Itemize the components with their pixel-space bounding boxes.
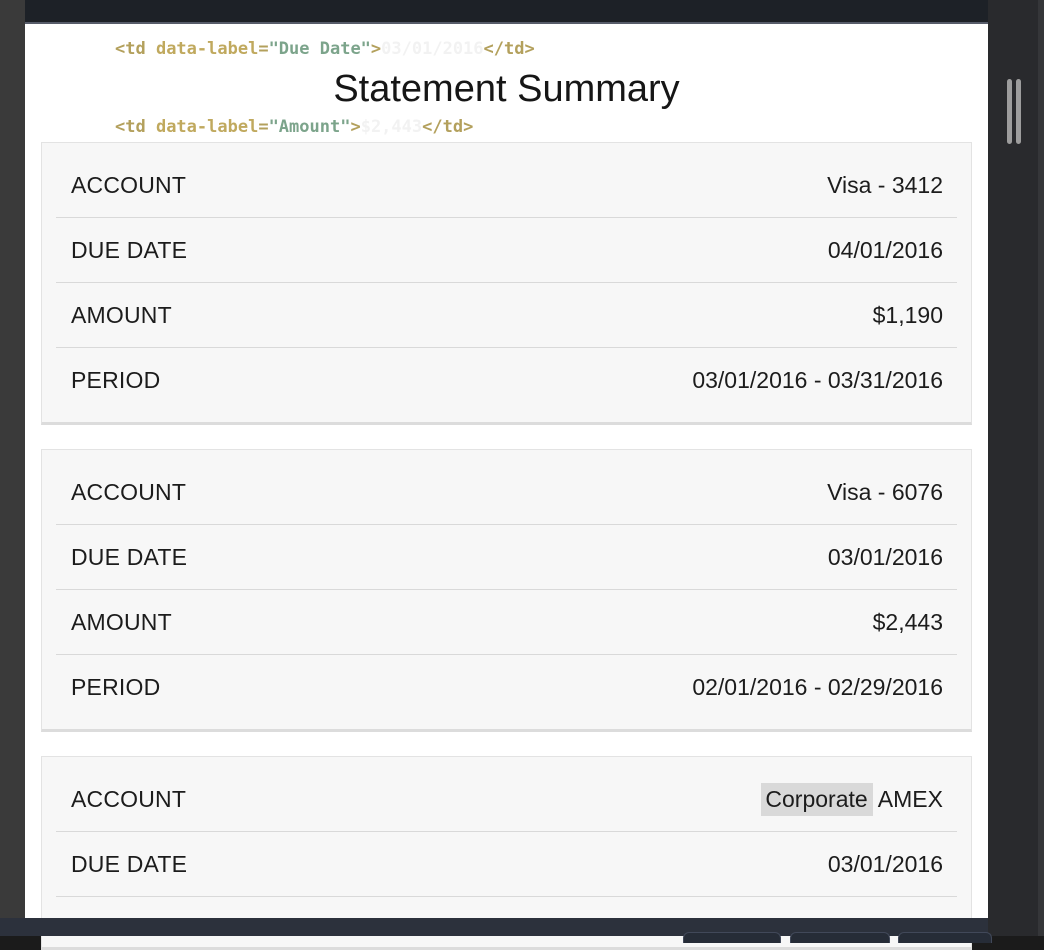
row-label: ACCOUNT [71, 478, 187, 505]
bottom-code-bar [0, 918, 988, 936]
statement-card [41, 142, 972, 425]
row-label: PERIOD [71, 673, 161, 700]
code-line [115, 36, 988, 62]
code-token: <td [115, 39, 156, 59]
row-label: DUE DATE [71, 543, 188, 570]
code-token: </td> [422, 117, 474, 137]
row-value: $2,443 [872, 608, 943, 635]
search-highlight: Corporate [761, 783, 872, 816]
resize-grip-bar [1016, 79, 1021, 144]
row-value: 02/01/2016 - 02/29/2016 [692, 673, 943, 700]
code-token: "Amount" [268, 117, 351, 137]
table-row [42, 832, 971, 896]
code-line [115, 114, 988, 140]
code-token: </td> [483, 39, 535, 59]
code-token: > [370, 39, 382, 59]
row-label: AMOUNT [71, 608, 172, 635]
table-row [42, 460, 971, 524]
row-value: Visa - 3412 [827, 171, 943, 198]
code-token: > [350, 117, 361, 137]
row-label: ACCOUNT [71, 171, 187, 198]
row-label: PERIOD [71, 366, 161, 393]
statement-card [41, 449, 972, 732]
viewport-resize-handle[interactable] [1007, 79, 1021, 144]
row-value-rest: AMEX [872, 785, 943, 812]
row-label: ACCOUNT [71, 785, 187, 812]
row-value [761, 786, 943, 813]
table-row [42, 218, 971, 282]
resize-grip-bar [1007, 79, 1012, 144]
row-value: Visa - 6076 [827, 478, 943, 505]
code-token: 03/01/2016 [381, 39, 484, 59]
left-gutter [0, 0, 25, 936]
bottom-button[interactable] [790, 932, 890, 943]
table-row [42, 283, 971, 347]
table-row [42, 153, 971, 217]
row-value: $1,190 [872, 301, 943, 328]
code-token: data-label [155, 117, 259, 137]
code-token: $2,443 [360, 117, 423, 137]
code-token: = [258, 39, 269, 59]
table-row [42, 655, 971, 719]
code-token: <td [115, 117, 156, 137]
devtools-right-panel [988, 0, 1044, 936]
table-row [42, 348, 971, 412]
bottom-button[interactable] [683, 932, 781, 943]
scrollbar-track[interactable] [1038, 0, 1044, 936]
code-token: data-label [155, 39, 259, 59]
row-value: 03/01/2016 [827, 543, 943, 570]
table-row [42, 590, 971, 654]
device-viewport [25, 0, 988, 936]
table-row [42, 767, 971, 831]
page-title: Statement Summary [333, 68, 680, 110]
row-label: AMOUNT [71, 301, 172, 328]
table-row [42, 525, 971, 589]
bottom-button[interactable] [898, 932, 992, 943]
row-label: DUE DATE [71, 850, 188, 877]
code-token: "Due Date" [268, 39, 371, 59]
code-token: = [258, 117, 269, 137]
row-value: 03/01/2016 - 03/31/2016 [692, 366, 943, 393]
row-label: DUE DATE [71, 236, 188, 263]
row-value: 03/01/2016 [827, 850, 943, 877]
row-value: 04/01/2016 [827, 236, 943, 263]
